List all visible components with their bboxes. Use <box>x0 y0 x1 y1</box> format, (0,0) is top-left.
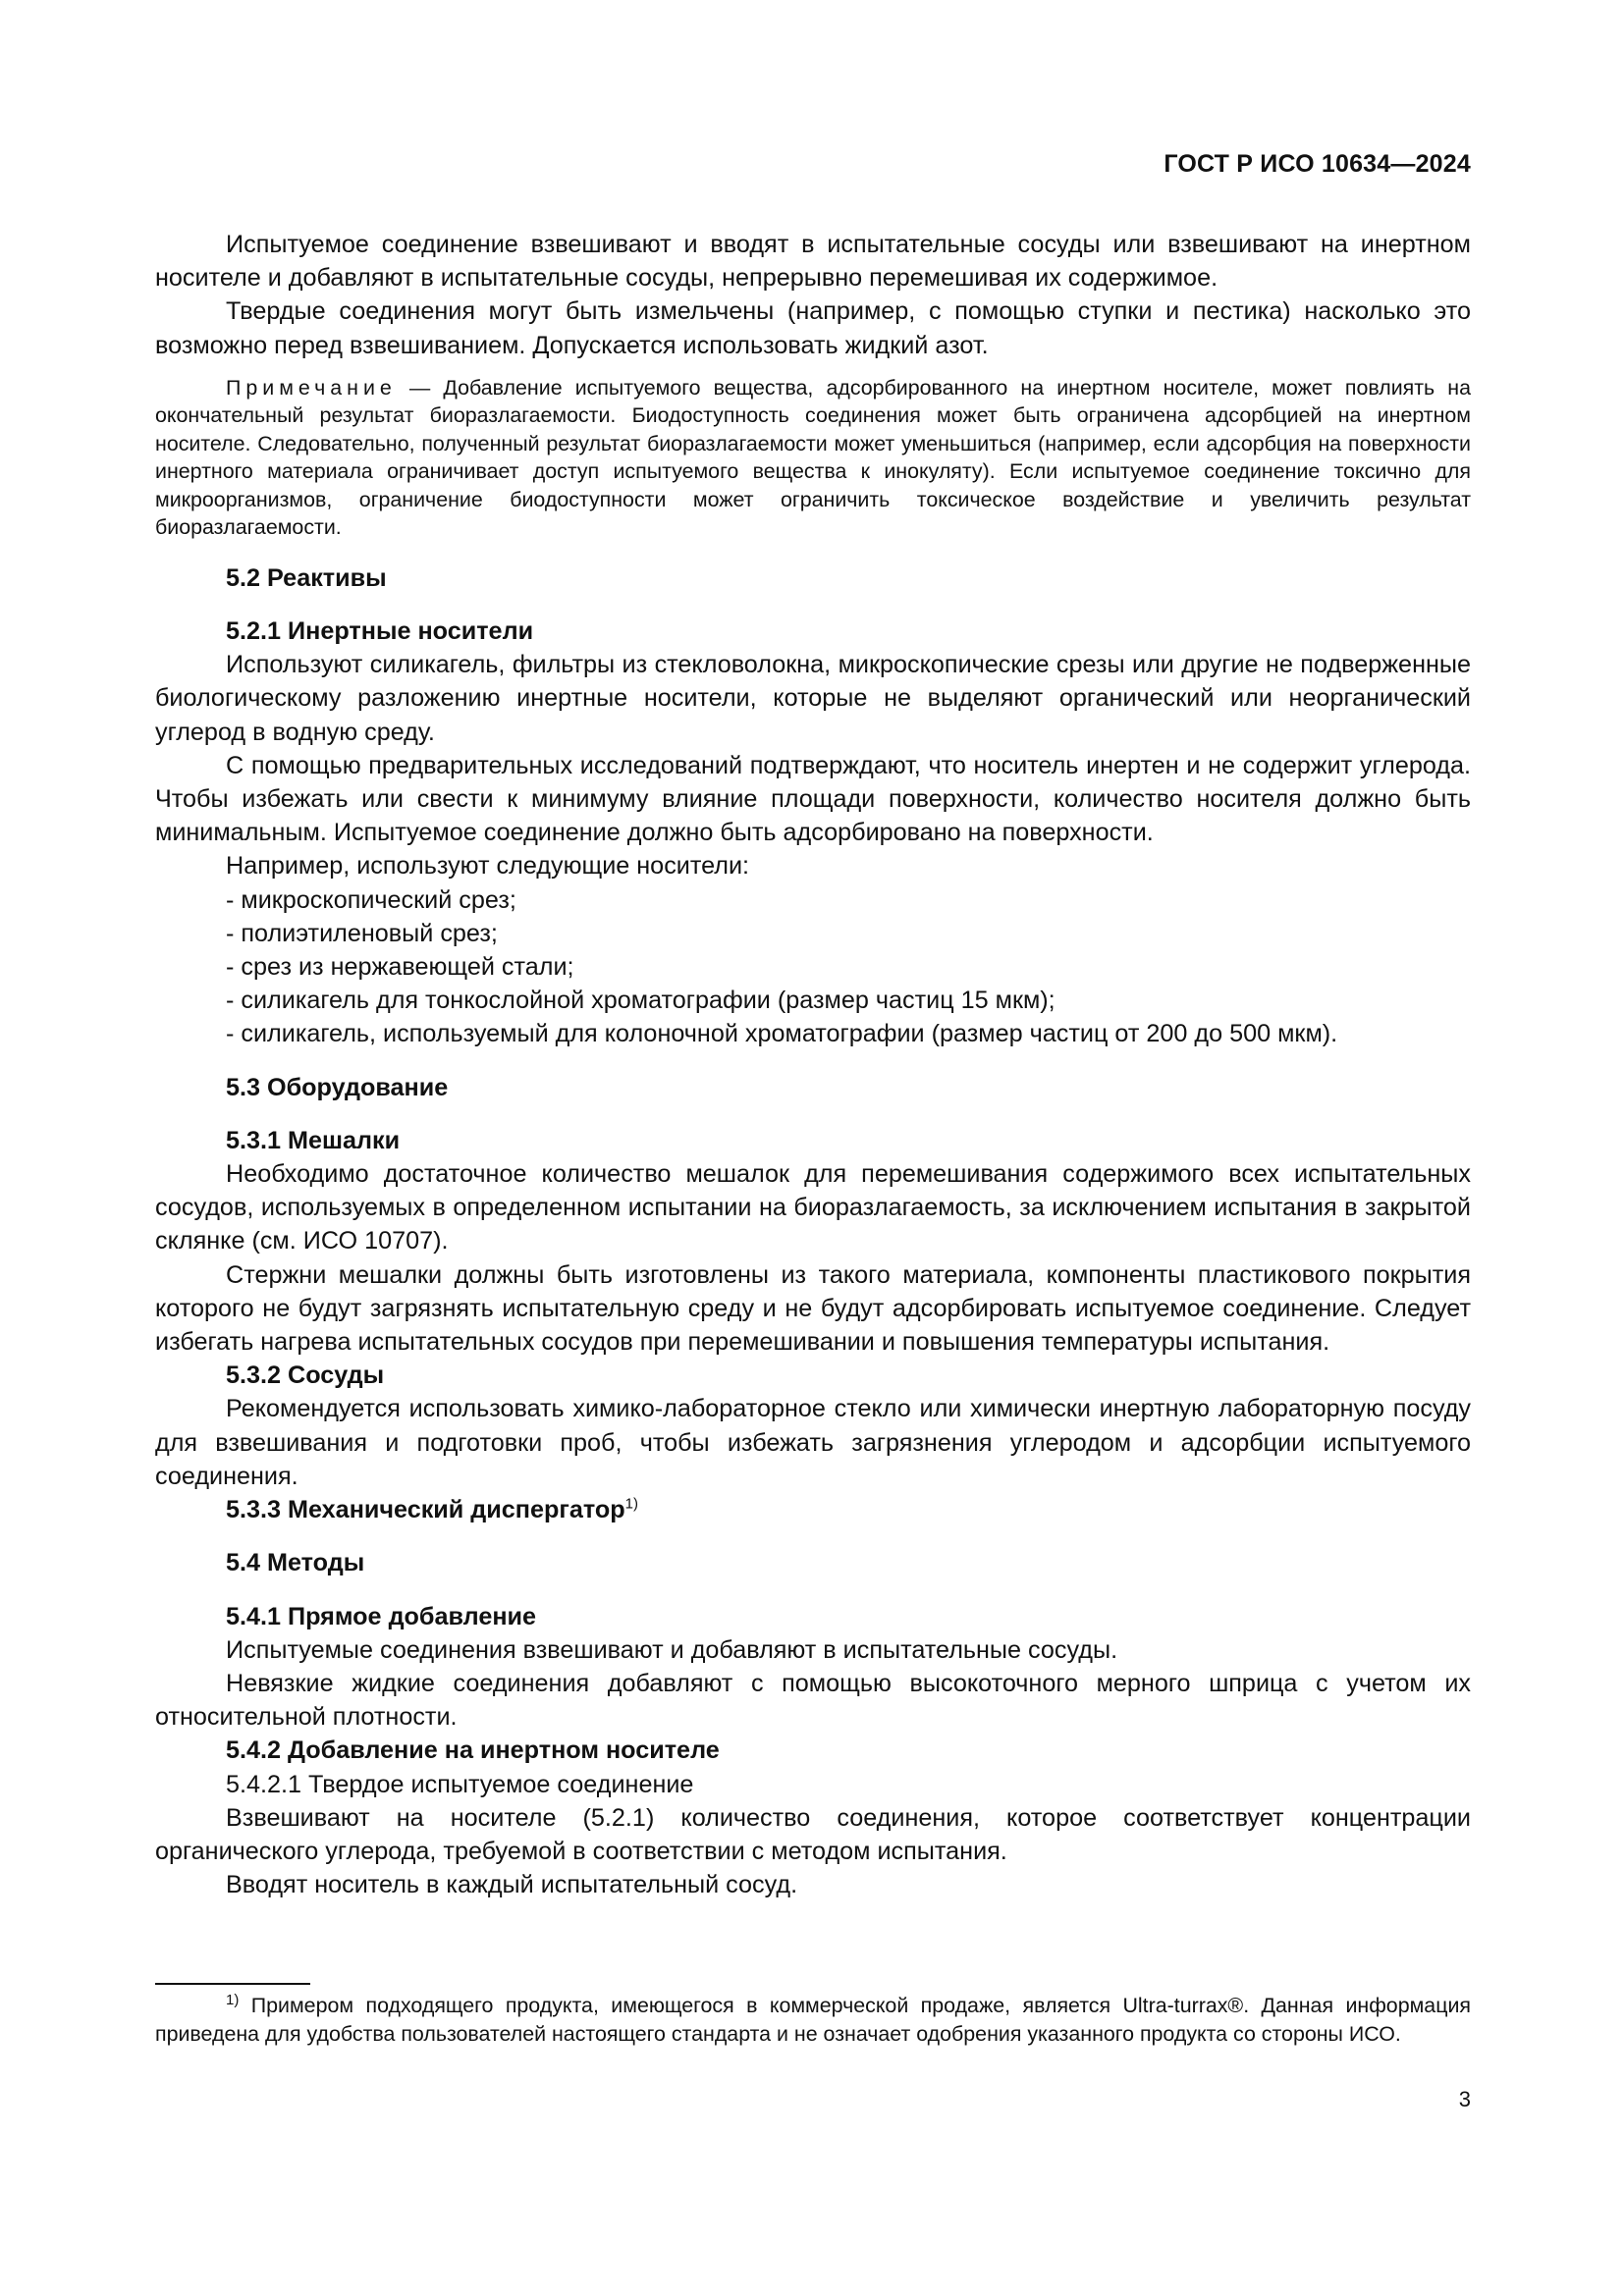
paragraph: Например, используют следующие носители: <box>226 852 750 881</box>
footnote-text: Примером подходящего продукта, имеющегося в коммерческой продаже, является Ultra-turrax®. Данная информация приведена для удобства пользователей настоящего стандарта и не означает одобрения указанного продукта со стороны ИСО. <box>155 1994 1471 2046</box>
section-heading-5-2: 5.2 Реактивы <box>226 563 387 592</box>
paragraph: С помощью предварительных исследований подтверждают, что носитель инертен и не содержит углерода. Чтобы избежать или свести к минимуму влияние площади поверхности, количество носителя должно быть минимальным. Испытуемое соединение должно быть адсорбировано на поверхности. <box>155 751 1471 847</box>
list-item: - силикагель, используемый для колоночной хроматографии (размер частиц от 200 до 500 мкм). <box>226 1020 1338 1048</box>
list-item: - полиэтиленовый срез; <box>226 919 498 947</box>
paragraph: Взвешивают на носителе (5.2.1) количество соединения, которое соответствует концентрации органического углерода, требуемой в соответствии с методом испытания. <box>155 1803 1471 1865</box>
section-heading-5-3-3-text: 5.3.3 Механический диспергатор <box>226 1496 625 1524</box>
note-paragraph <box>155 374 1471 542</box>
list-item: - силикагель для тонкослойной хроматографии (размер частиц 15 мкм); <box>226 987 1056 1015</box>
note-label: Примечание <box>226 375 397 400</box>
section-heading-5-4-1: 5.4.1 Прямое добавление <box>226 1602 537 1630</box>
section-heading-5-3-2: 5.3.2 Сосуды <box>226 1362 385 1390</box>
footnote <box>155 1992 1471 2048</box>
section-heading-5-2-1: 5.2.1 Инертные носители <box>226 617 534 646</box>
document-code-header: ГОСТ Р ИСО 10634—2024 <box>1164 150 1471 178</box>
section-heading-5-4: 5.4 Методы <box>226 1549 365 1577</box>
subsection-title: 5.4.2.1 Твердое испытуемое соединение <box>226 1770 694 1798</box>
section-heading-5-3-3 <box>155 1493 1471 1526</box>
paragraph: Вводят носитель в каждый испытательный сосуд. <box>226 1871 798 1899</box>
paragraph: Невязкие жидкие соединения добавляют с помощью высокоточного мерного шприца с учетом их относительной плотности. <box>155 1669 1471 1732</box>
document-body <box>155 228 1471 1901</box>
list-item: - срез из нержавеющей стали; <box>226 953 574 982</box>
paragraph: Твердые соединения могут быть измельчены (например, с помощью ступки и пестика) насколько это возможно перед взвешиванием. Допускается использовать жидкий азот. <box>155 297 1471 359</box>
footnote-marker: 1) <box>226 1991 240 2008</box>
paragraph: Испытуемое соединение взвешивают и вводят в испытательные сосуды или взвешивают на инертном носителе и добавляют в испытательные сосуды, непрерывно перемешивая их содержимое. <box>155 231 1471 293</box>
document-page <box>155 0 1471 2296</box>
page-number: 3 <box>1458 2087 1471 2111</box>
paragraph: Стержни мешалки должны быть изготовлены из такого материала, компоненты пластикового покрытия которого не будут загрязнять испытательную среду и не будут адсорбировать испытуемое соединение. Следует избегать нагрева испытательных сосудов при перемешивании и повышения температуры испытания. <box>155 1260 1471 1357</box>
paragraph: Рекомендуется использовать химико-лабораторное стекло или химически инертную лабораторную посуду для взвешивания и подготовки проб, чтобы избежать загрязнения углеродом и адсорбции испытуемого соединения. <box>155 1395 1471 1490</box>
footnote-divider <box>155 1983 310 1985</box>
paragraph: Используют силикагель, фильтры из стекловолокна, микроскопические срезы или другие не подверженные биологическому разложению инертные носители, которые не выделяют органический или неорганический углерод в водную среду. <box>155 651 1471 746</box>
section-heading-5-3-1: 5.3.1 Мешалки <box>226 1126 401 1154</box>
paragraph: Испытуемые соединения взвешивают и добавляют в испытательные сосуды. <box>226 1635 1118 1664</box>
section-heading-5-4-2: 5.4.2 Добавление на инертном носителе <box>226 1736 720 1765</box>
section-heading-5-3: 5.3 Оборудование <box>226 1073 449 1101</box>
paragraph: Необходимо достаточное количество мешалок для перемешивания содержимого всех испытательных сосудов, используемых в определенном испытании на биоразлагаемость, за исключением испытания в закрытой склянке (см. ИСО 10707). <box>155 1160 1471 1255</box>
note-text: — Добавление испытуемого вещества, адсорбированного на инертном носителе, может повлиять на окончательный результат биоразлагаемости. Биодоступность соединения может быть ограничена адсорбцией на инертном носителе. Следовательно, полученный результат биоразлагаемости может уменьшиться (например, если адсорбция на поверхности инертного материала ограничивает доступ испытуемого вещества к инокуляту). Если испытуемое соединение токсично для микроорганизмов, ограничение биодоступности может ограничить токсическое воздействие и увеличить результат биоразлагаемости. <box>155 375 1471 540</box>
footnote-reference: 1) <box>624 1495 638 1513</box>
list-item: - микроскопический срез; <box>226 885 516 914</box>
footnote-paragraph <box>155 1992 1471 2048</box>
